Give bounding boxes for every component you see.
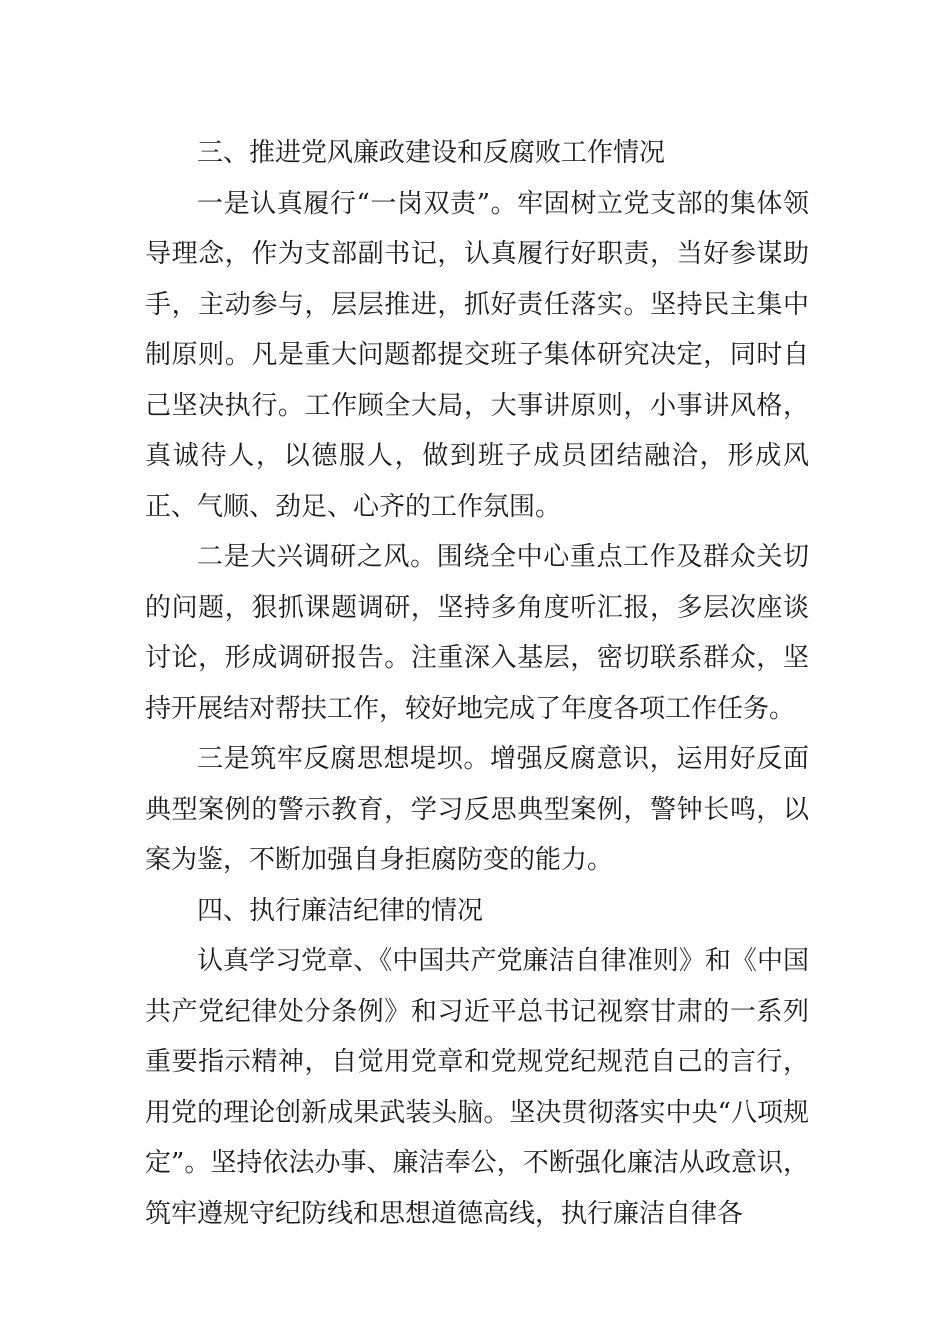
paragraph-discipline: 认真学习党章、《中国共产党廉洁自律准则》和《中国共产党纪律处分条例》和习近平总书记视察甘肃的一系列重要指示精神，自觉用党章和党规党纪规范自己的言行，用党的理论创新成果武装头脑。坚决贯彻落实中央“八项规定”。坚持依法办事、廉洁奉公，不断强化廉洁从政意识，筑牢遵规守纪防线和思想道德高线，执行廉洁自律各 bbox=[145, 946, 809, 1229]
section-heading-3: 三、推进党风廉政建设和反腐败工作情况 bbox=[197, 138, 666, 168]
paragraph-responsibility: 一是认真履行“一岗双责”。牢固树立党支部的集体领导理念，作为支部副书记，认真履行好职责，当好参谋助手，主动参与，层层推进，抓好责任落实。坚持民主集中制原则。凡是重大问题都提交班子集体研究决定，同时自己坚决执行。工作顾全大局，大事讲原则，小事讲风格，真诚待人，以德服人，做到班子成员团结融洽，形成风正、气顺、劲足、心齐的工作氛围。 bbox=[145, 188, 809, 522]
section-heading-4: 四、执行廉洁纪律的情况 bbox=[197, 895, 484, 926]
document-body bbox=[145, 128, 809, 1239]
paragraph-research: 二是大兴调研之风。围绕全中心重点工作及群众关切的问题，狠抓课题调研，坚持多角度听汇报，多层次座谈讨论，形成调研报告。注重深入基层，密切联系群众，坚持开展结对帮扶工作，较好地完成了年度各项工作任务。 bbox=[145, 542, 809, 724]
paragraph-anti-corruption: 三是筑牢反腐思想堤坝。增强反腐意识，运用好反面典型案例的警示教育，学习反思典型案例，警钟长鸣，以案为鉴，不断加强自身拒腐防变的能力。 bbox=[145, 744, 809, 875]
